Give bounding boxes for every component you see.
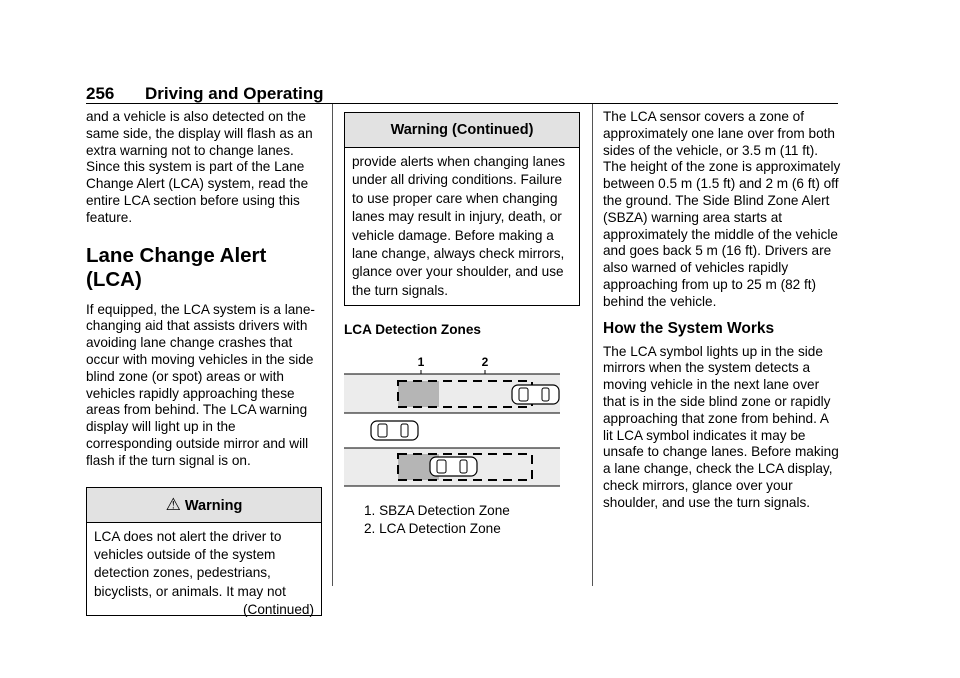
lca-detection-zones-diagram — [344, 337, 580, 487]
warning-continued-header: Warning (Continued) — [345, 113, 579, 148]
column-3 — [603, 109, 841, 512]
intro-paragraph: and a vehicle is also detected on the same side, the display will flash as an extra warning not to change lanes. Since this system is part of the Lane Change Alert (LCA) system, read the entire LCA section before using this feature. — [86, 109, 313, 225]
warning-continued-body — [345, 148, 579, 300]
warning-body — [87, 523, 321, 618]
warning-text: LCA does not alert the driver to vehicles outside of the system detection zones, pedestrians, bicyclists, or animals. It may not — [94, 528, 286, 599]
column-divider-1 — [332, 104, 333, 586]
legend-item-lca: 2. LCA Detection Zone — [364, 520, 501, 536]
callout-2: 2 — [481, 355, 489, 369]
sbza-zone-top — [398, 381, 439, 407]
lca-heading: Lane Change Alert (LCA) — [86, 243, 267, 291]
figure-title: LCA Detection Zones — [344, 322, 481, 337]
adjacent-car-top — [512, 385, 559, 404]
continued-label: (Continued) — [242, 602, 314, 618]
adjacent-car-bottom — [430, 457, 477, 476]
how-system-works-heading: How the System Works — [603, 319, 775, 337]
callout-1: 1 — [417, 355, 425, 369]
warning-box — [86, 487, 322, 616]
how-system-works-body: The LCA symbol lights up in the side mirrors when the system detects a moving vehicle in the next lane over that is in the side blind zone or rapidly approaching that zone from behind. A lit LCA symbol indicates it may be unsafe to change lanes. Before making a lane change, check the LCA display, check mirrors, glance over your shoulder, and use the turn signals. — [603, 343, 839, 510]
sensor-coverage-paragraph: The LCA sensor covers a zone of approximately one lane over from both sides of the vehicle, or 3.5 m (11 ft). The height of the zone is approximately between 0.5 m (1.5 ft) and 2 m (6 ft) off the ground. The Side Blind Zone Alert (SBZA) warning area starts at approximately the middle of the vehicle and goes back 5 m (16 ft). Drivers are also warned of vehicles rapidly approaching from up to 25 m (82 ft) behind the vehicle. — [603, 109, 841, 309]
warning-header — [87, 488, 321, 523]
page-number: 256 — [86, 84, 115, 103]
column-divider-2 — [592, 104, 593, 586]
warning-continued-text: provide alerts when changing lanes under all driving conditions. Failure to use proper care when changing lanes may result in injury, death, or vehicle damage. Before making a lane change, always check mirrors, glance over your shoulder, and use the turn signals. — [352, 154, 566, 298]
lca-body: If equipped, the LCA system is a lane-changing aid that assists drivers with avoiding lane change crashes that occur with moving vehicles in the side blind zone (or spot) areas or with vehicles rapidly approaching these areas from behind. The LCA warning display will light up in the corresponding outside mirror and will flash if the turn signal is on. — [86, 301, 315, 468]
column-2 — [344, 112, 580, 537]
legend-item-sbza: 1. SBZA Detection Zone — [364, 503, 510, 518]
warning-title: Warning — [184, 497, 243, 514]
host-vehicle — [371, 421, 418, 440]
warning-continued-box — [344, 112, 580, 306]
warning-triangle-icon: ⚠ — [165, 494, 181, 514]
section-title: Driving and Operating — [145, 84, 324, 103]
figure-legend — [344, 502, 580, 537]
header-rule — [86, 103, 838, 104]
column-1 — [86, 109, 322, 616]
